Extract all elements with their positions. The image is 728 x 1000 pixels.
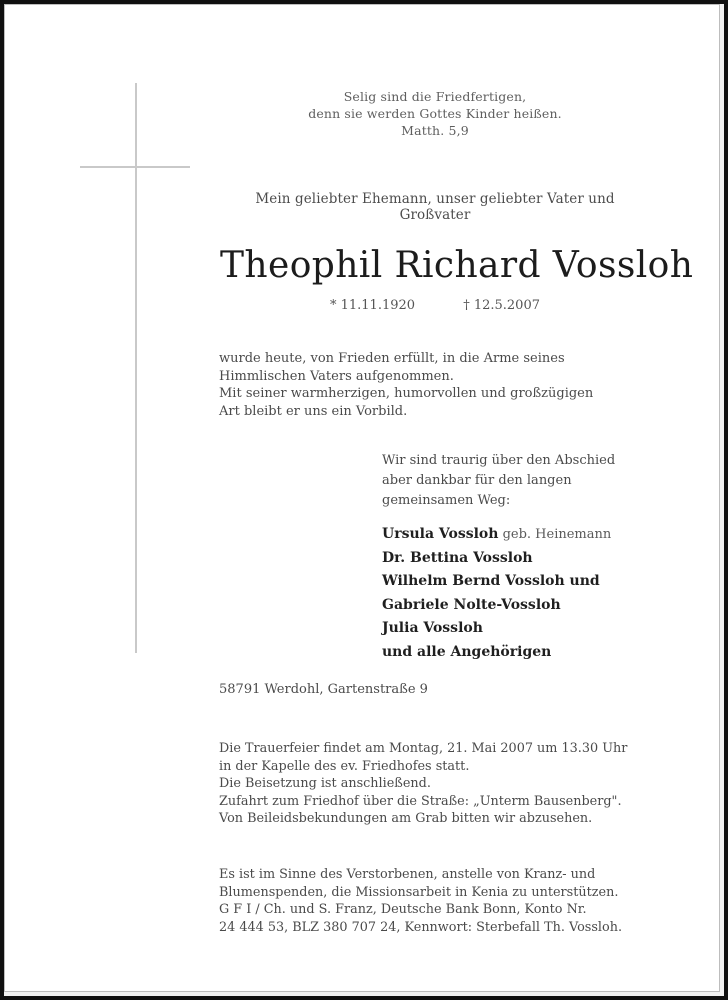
family-name-list [382,523,652,664]
funeral-line-1: Die Trauerfeier findet am Montag, 21. Mai 2007 um 13.30 Uhr [219,741,628,756]
family-intro-line-1: Wir sind traurig über den Abschied [382,453,616,468]
funeral-line-2: in der Kapelle des ev. Friedhofes statt. [219,758,470,774]
body-line-2: Himmlischen Vaters aufgenommen. [219,368,454,384]
donation-details [219,866,651,936]
funeral-line-4: Zufahrt zum Friedhof über die Straße: „Unterm Bausenberg". [219,793,622,809]
list-item [382,641,652,665]
cross-icon-horizontal-bar [80,166,190,168]
family-member-name: Gabriele Nolte-Vossloh [382,596,561,613]
list-item [382,570,652,594]
family-member-name: und alle Angehörigen [382,643,552,660]
obituary-sheet [4,4,720,992]
funeral-details [219,740,651,828]
family-member-name: Dr. Bettina Vossloh [382,549,533,566]
relationship-intro: Mein geliebter Ehemann, unser geliebter Vater und Großvater [255,191,615,223]
death-date: † 12.5.2007 [463,298,540,313]
address-line: 58791 Werdohl, Gartenstraße 9 [219,682,428,697]
epigraph [220,88,650,139]
body-line-1: wurde heute, von Frieden erfüllt, in die Arme seines [219,351,565,366]
cross-icon-vertical-bar [135,83,137,653]
birth-date: * 11.11.1920 [329,298,416,313]
family-member-maiden-name: geb. Heinemann [498,527,612,542]
body-paragraph [219,350,649,420]
page-border-right [724,0,728,1000]
list-item [382,547,652,571]
family-block [382,451,652,664]
deceased-name: Theophil Richard Vossloh [220,245,694,286]
family-member-name: Ursula Vossloh [382,526,499,542]
body-line-4: Art bleibt er uns ein Vorbild. [219,403,408,419]
epigraph-line-1: Selig sind die Friedfertigen, [343,89,527,104]
donation-line-1: Es ist im Sinne des Verstorbenen, anstelle von Kranz- und [219,867,596,882]
funeral-line-5: Von Beileidsbekundungen am Grab bitten wir abzusehen. [219,811,593,826]
family-member-name: Julia Vossloh [382,620,483,636]
body-line-3: Mit seiner warmherzigen, humorvollen und großzügigen [219,386,594,401]
family-intro [382,451,652,511]
epigraph-line-2: denn sie werden Gottes Kinder heißen. [308,106,562,121]
list-item [382,523,652,547]
donation-line-4: 24 444 53, BLZ 380 707 24, Kennwort: Sterbefall Th. Vossloh. [219,919,623,935]
family-intro-line-2: aber dankbar für den langen [382,473,572,488]
funeral-line-3: Die Beisetzung ist anschließend. [219,776,431,791]
list-item [382,594,652,618]
list-item [382,617,652,641]
epigraph-source: Matth. 5,9 [401,123,469,138]
life-dates [220,298,650,313]
page-border-bottom [0,996,728,1000]
donation-line-3: G F I / Ch. und S. Franz, Deutsche Bank Bonn, Konto Nr. [219,902,587,917]
family-intro-line-3: gemeinsamen Weg: [382,493,511,508]
donation-line-2: Blumenspenden, die Missionsarbeit in Kenia zu unterstützen. [219,884,619,900]
family-member-name: Wilhelm Bernd Vossloh und [382,573,600,589]
